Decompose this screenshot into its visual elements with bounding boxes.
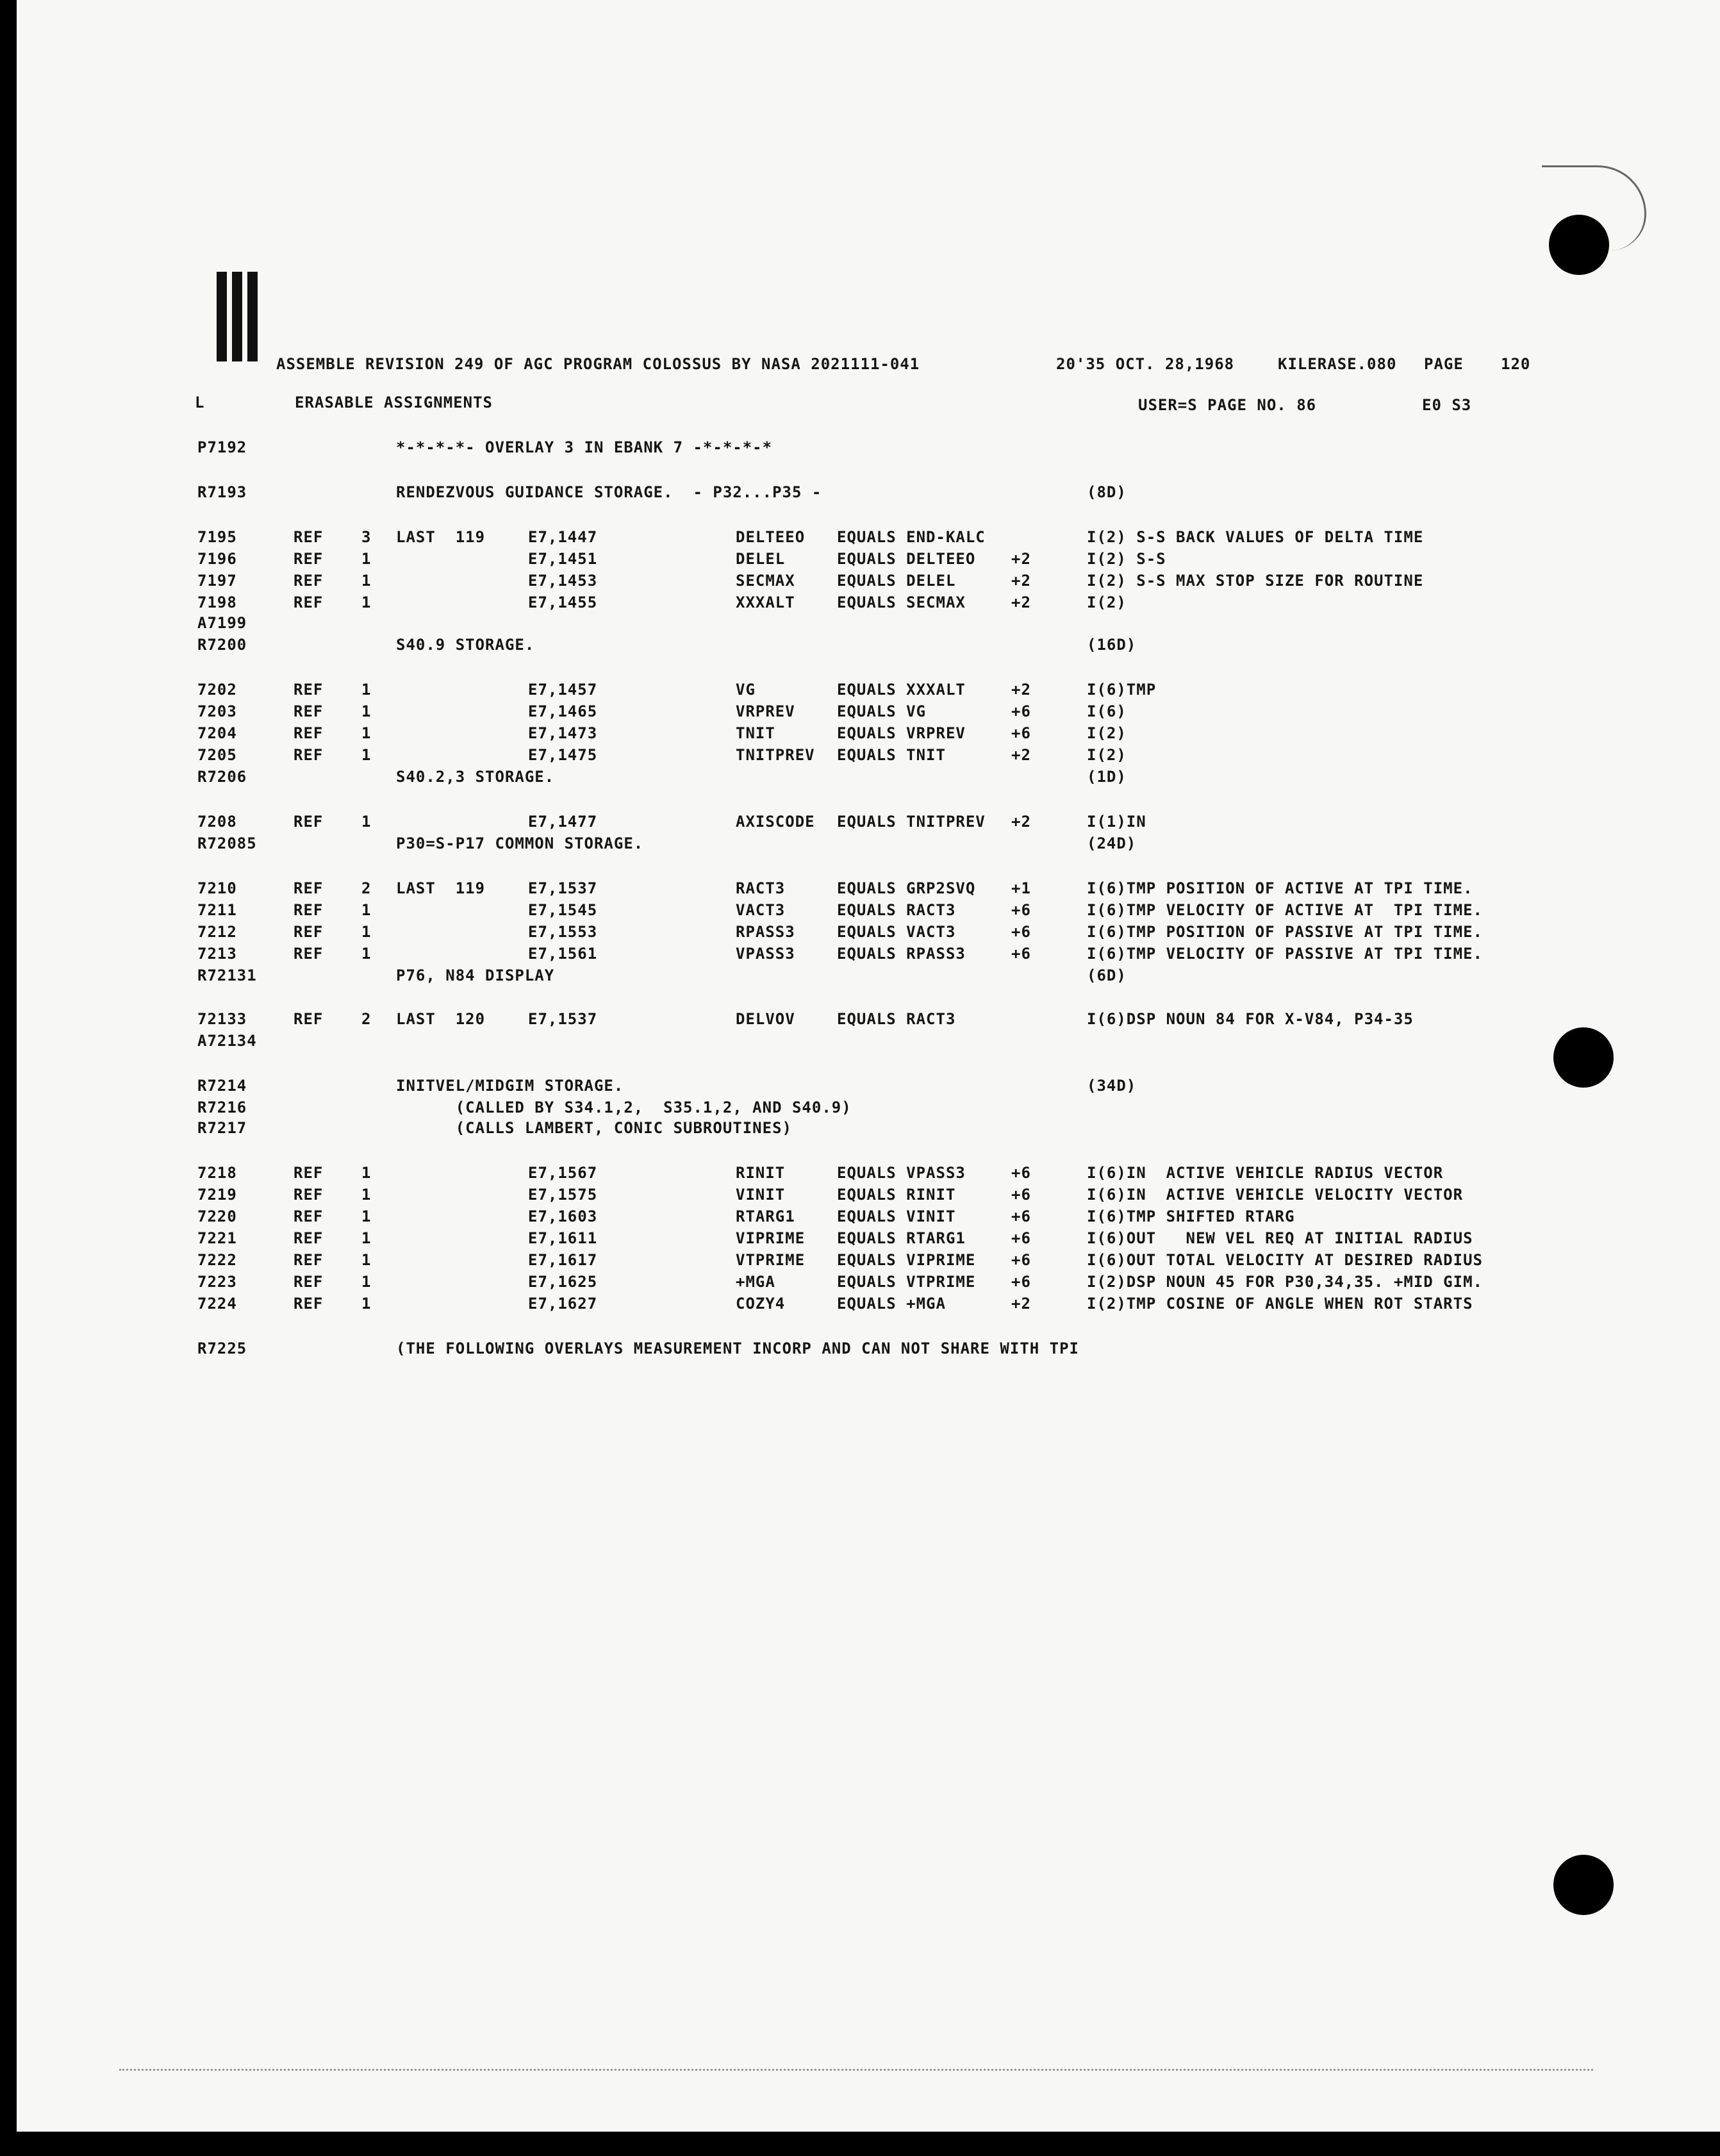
listing-cell: E7,1561: [528, 945, 598, 963]
listing-cell: RPASS3: [736, 923, 795, 941]
listing-cell: EQUALS END-KALC: [837, 528, 986, 546]
listing-cell: I(6)OUT TOTAL VELOCITY AT DESIRED RADIUS: [1087, 1251, 1483, 1269]
listing-cell: E7,1475: [528, 746, 598, 764]
listing-cell: *-*-*-*- OVERLAY 3 IN EBANK 7 -*-*-*-*: [396, 438, 773, 456]
listing-cell: 72133: [197, 1010, 247, 1028]
listing-cell: S40.9 STORAGE.: [396, 636, 535, 654]
listing-cell: E7,1455: [528, 593, 598, 611]
listing-cell: REF: [294, 1164, 324, 1182]
listing-cell: R72131: [197, 966, 257, 984]
listing-cell: DELEL: [736, 550, 786, 568]
document-page: [17, 0, 1720, 2132]
listing-cell: (8D): [1087, 483, 1127, 501]
listing-cell: I(6)TMP POSITION OF PASSIVE AT TPI TIME.: [1087, 923, 1483, 941]
listing-cell: 7203: [197, 702, 237, 720]
listing-cell: I(2): [1087, 724, 1127, 742]
listing-cell: VIPRIME: [736, 1229, 806, 1247]
listing-cell: 1: [361, 746, 372, 764]
listing-cell: 1: [361, 945, 372, 963]
listing-cell: EQUALS VACT3: [837, 923, 956, 941]
listing-cell: 7211: [197, 901, 237, 919]
listing-cell: 1: [361, 572, 372, 590]
listing-cell: +2: [1011, 593, 1031, 611]
listing-cell: +2: [1011, 681, 1031, 699]
listing-cell: REF: [294, 1251, 324, 1269]
listing-cell: I(2) S-S BACK VALUES OF DELTA TIME: [1087, 528, 1424, 546]
listing-cell: A72134: [197, 1032, 257, 1050]
listing-cell: 7221: [197, 1229, 237, 1247]
listing-cell: EQUALS GRP2SVQ: [837, 879, 976, 897]
listing-cell: +6: [1011, 901, 1031, 919]
listing-cell: EQUALS DELEL: [837, 572, 956, 590]
listing-cell: REF: [294, 572, 324, 590]
listing-cell: R7216: [197, 1099, 247, 1116]
listing-cell: RACT3: [736, 879, 786, 897]
listing-cell: E7,1575: [528, 1186, 598, 1204]
listing-cell: VACT3: [736, 901, 786, 919]
listing-cell: SECMAX: [736, 572, 795, 590]
listing-cell: I(6)IN ACTIVE VEHICLE RADIUS VECTOR: [1087, 1164, 1444, 1182]
listing-cell: EQUALS VINIT: [837, 1207, 956, 1225]
listing-cell: E7,1453: [528, 572, 598, 590]
listing-cell: 7219: [197, 1186, 237, 1204]
listing-cell: +2: [1011, 1295, 1031, 1313]
punch-bars-mark: [217, 272, 270, 361]
listing-cell: I(6)TMP: [1087, 681, 1157, 699]
listing-cell: P30=S-P17 COMMON STORAGE.: [396, 834, 644, 852]
listing-cell: VINIT: [736, 1186, 786, 1204]
listing-cell: E7,1603: [528, 1207, 598, 1225]
listing-cell: 7222: [197, 1251, 237, 1269]
listing-cell: 1: [361, 1273, 372, 1291]
listing-cell: REF: [294, 593, 324, 611]
listing-cell: (1D): [1087, 768, 1127, 786]
listing-cell: E7,1611: [528, 1229, 598, 1247]
listing-cell: R7206: [197, 768, 247, 786]
listing-cell: VTPRIME: [736, 1251, 806, 1269]
listing-cell: +2: [1011, 550, 1031, 568]
listing-cell: I(6)TMP VELOCITY OF ACTIVE AT TPI TIME.: [1087, 901, 1483, 919]
listing-cell: +6: [1011, 1186, 1031, 1204]
listing-cell: EQUALS +MGA: [837, 1295, 946, 1313]
listing-cell: E7,1477: [528, 813, 598, 831]
page-label: PAGE: [1424, 355, 1464, 373]
listing-cell: 2: [361, 1010, 372, 1028]
listing-cell: REF: [294, 681, 324, 699]
listing-cell: E7,1465: [528, 702, 598, 720]
listing-cell: E7,1537: [528, 879, 598, 897]
listing-file: KILERASE.080: [1278, 355, 1397, 373]
listing-cell: REF: [294, 550, 324, 568]
l-mark: L: [195, 394, 205, 411]
listing-cell: REF: [294, 1229, 324, 1247]
listing-cell: E7,1451: [528, 550, 598, 568]
listing-cell: +2: [1011, 746, 1031, 764]
listing-cell: 7204: [197, 724, 237, 742]
listing-cell: REF: [294, 1273, 324, 1291]
listing-cell: E7,1447: [528, 528, 598, 546]
listing-cell: LAST 120: [396, 1010, 486, 1028]
listing-cell: +1: [1011, 879, 1031, 897]
listing-cell: 1: [361, 1164, 372, 1182]
listing-cell: +6: [1011, 945, 1031, 963]
listing-cell: EQUALS VIPRIME: [837, 1251, 976, 1269]
listing-cell: I(2)DSP NOUN 45 FOR P30,34,35. +MID GIM.: [1087, 1273, 1483, 1291]
listing-cell: REF: [294, 1186, 324, 1204]
listing-cell: VRPREV: [736, 702, 795, 720]
listing-cell: 1: [361, 923, 372, 941]
listing-cell: 1: [361, 1251, 372, 1269]
listing-cell: REF: [294, 945, 324, 963]
listing-cell: REF: [294, 901, 324, 919]
listing-cell: A7199: [197, 614, 247, 632]
listing-cell: 7198: [197, 593, 237, 611]
listing-cell: (CALLED BY S34.1,2, S35.1,2, AND S40.9): [396, 1099, 852, 1116]
listing-cell: (24D): [1087, 834, 1137, 852]
listing-cell: EQUALS VRPREV: [837, 724, 966, 742]
listing-cell: 7224: [197, 1295, 237, 1313]
listing-cell: +6: [1011, 1251, 1031, 1269]
listing-cell: 7208: [197, 813, 237, 831]
listing-cell: 3: [361, 528, 372, 546]
listing-cell: I(6)TMP VELOCITY OF PASSIVE AT TPI TIME.: [1087, 945, 1483, 963]
section-title: ERASABLE ASSIGNMENTS: [295, 394, 493, 411]
binder-hole-middle: [1553, 1027, 1614, 1088]
listing-cell: 1: [361, 1186, 372, 1204]
listing-cell: 7218: [197, 1164, 237, 1182]
listing-cell: 1: [361, 901, 372, 919]
listing-cell: R72085: [197, 834, 257, 852]
listing-cell: S40.2,3 STORAGE.: [396, 768, 555, 786]
listing-cell: 7213: [197, 945, 237, 963]
listing-cell: R7225: [197, 1339, 247, 1357]
listing-cell: DELTEEO: [736, 528, 806, 546]
listing-cell: E7,1617: [528, 1251, 598, 1269]
listing-cell: I(2) S-S MAX STOP SIZE FOR ROUTINE: [1087, 572, 1424, 590]
listing-cell: I(6)IN ACTIVE VEHICLE VELOCITY VECTOR: [1087, 1186, 1464, 1204]
listing-cell: EQUALS RACT3: [837, 901, 956, 919]
eo-code: E0 S3: [1422, 396, 1472, 414]
listing-cell: 7223: [197, 1273, 237, 1291]
listing-cell: E7,1625: [528, 1273, 598, 1291]
listing-cell: R7193: [197, 483, 247, 501]
listing-cell: E7,1473: [528, 724, 598, 742]
listing-cell: REF: [294, 1295, 324, 1313]
listing-cell: 1: [361, 1207, 372, 1225]
binder-hole-bottom: [1553, 1855, 1614, 1915]
listing-cell: REF: [294, 923, 324, 941]
listing-cell: REF: [294, 702, 324, 720]
listing-cell: +6: [1011, 1207, 1031, 1225]
listing-cell: I(6)DSP NOUN 84 FOR X-V84, P34-35: [1087, 1010, 1414, 1028]
listing-cell: E7,1537: [528, 1010, 598, 1028]
listing-cell: 1: [361, 550, 372, 568]
listing-cell: I(2)TMP COSINE OF ANGLE WHEN ROT STARTS: [1087, 1295, 1473, 1313]
listing-cell: COZY4: [736, 1295, 786, 1313]
listing-cell: I(1)IN: [1087, 813, 1146, 831]
listing-cell: EQUALS RINIT: [837, 1186, 956, 1204]
listing-cell: LAST 119: [396, 528, 486, 546]
listing-cell: 7196: [197, 550, 237, 568]
listing-cell: REF: [294, 1207, 324, 1225]
listing-cell: RINIT: [736, 1164, 786, 1182]
listing-cell: (THE FOLLOWING OVERLAYS MEASUREMENT INCORP AND CAN NOT SHARE WITH TPI: [396, 1339, 1079, 1357]
listing-cell: EQUALS RPASS3: [837, 945, 966, 963]
listing-cell: INITVEL/MIDGIM STORAGE.: [396, 1077, 624, 1095]
listing-cell: R7217: [197, 1119, 247, 1137]
listing-cell: TNITPREV: [736, 746, 815, 764]
listing-cell: 1: [361, 681, 372, 699]
listing-cell: 1: [361, 724, 372, 742]
listing-cell: (CALLS LAMBERT, CONIC SUBROUTINES): [396, 1119, 792, 1137]
listing-cell: LAST 119: [396, 879, 486, 897]
listing-cell: EQUALS TNIT: [837, 746, 946, 764]
listing-cell: EQUALS VTPRIME: [837, 1273, 976, 1291]
listing-cell: +6: [1011, 1229, 1031, 1247]
listing-cell: EQUALS XXXALT: [837, 681, 966, 699]
listing-cell: REF: [294, 1010, 324, 1028]
user-page-number: USER=S PAGE NO. 86: [1138, 396, 1317, 414]
listing-cell: EQUALS RACT3: [837, 1010, 956, 1028]
listing-cell: 1: [361, 1229, 372, 1247]
listing-cell: XXXALT: [736, 593, 795, 611]
listing-cell: REF: [294, 813, 324, 831]
listing-cell: 2: [361, 879, 372, 897]
listing-cell: EQUALS VPASS3: [837, 1164, 966, 1182]
listing-cell: I(2): [1087, 593, 1127, 611]
listing-cell: +2: [1011, 813, 1031, 831]
listing-cell: I(2): [1087, 746, 1127, 764]
listing-cell: 1: [361, 593, 372, 611]
listing-cell: 7195: [197, 528, 237, 546]
listing-cell: 7205: [197, 746, 237, 764]
listing-cell: +2: [1011, 572, 1031, 590]
listing-cell: 1: [361, 1295, 372, 1313]
listing-cell: VG: [736, 681, 756, 699]
listing-cell: RENDEZVOUS GUIDANCE STORAGE. - P32...P35 -: [396, 483, 822, 501]
listing-cell: P7192: [197, 438, 247, 456]
listing-cell: +MGA: [736, 1273, 775, 1291]
perforation-line: [119, 2069, 1593, 2071]
listing-cell: EQUALS VG: [837, 702, 927, 720]
listing-cell: +6: [1011, 724, 1031, 742]
listing-cell: TNIT: [736, 724, 775, 742]
listing-cell: REF: [294, 879, 324, 897]
listing-cell: 1: [361, 702, 372, 720]
binder-hole-top: [1549, 215, 1609, 275]
listing-cell: EQUALS TNITPREV: [837, 813, 986, 831]
listing-title: ASSEMBLE REVISION 249 OF AGC PROGRAM COLOSSUS BY NASA 2021111-041: [276, 355, 920, 373]
listing-cell: 7212: [197, 923, 237, 941]
listing-cell: RTARG1: [736, 1207, 795, 1225]
listing-cell: (34D): [1087, 1077, 1137, 1095]
listing-cell: EQUALS DELTEEO: [837, 550, 976, 568]
listing-cell: 1: [361, 813, 372, 831]
listing-cell: E7,1567: [528, 1164, 598, 1182]
listing-cell: R7214: [197, 1077, 247, 1095]
listing-cell: AXISCODE: [736, 813, 815, 831]
listing-cell: +6: [1011, 1164, 1031, 1182]
listing-cell: +6: [1011, 1273, 1031, 1291]
listing-cell: 7202: [197, 681, 237, 699]
listing-cell: I(6)TMP POSITION OF ACTIVE AT TPI TIME.: [1087, 879, 1473, 897]
listing-cell: I(6)TMP SHIFTED RTARG: [1087, 1207, 1295, 1225]
listing-cell: DELVOV: [736, 1010, 795, 1028]
listing-cell: I(2) S-S: [1087, 550, 1166, 568]
listing-cell: E7,1553: [528, 923, 598, 941]
listing-cell: EQUALS SECMAX: [837, 593, 966, 611]
listing-cell: E7,1545: [528, 901, 598, 919]
listing-cell: E7,1457: [528, 681, 598, 699]
listing-cell: VPASS3: [736, 945, 795, 963]
listing-cell: REF: [294, 724, 324, 742]
listing-cell: 7197: [197, 572, 237, 590]
page-number: 120: [1501, 355, 1531, 373]
listing-cell: +6: [1011, 702, 1031, 720]
listing-cell: I(6)OUT NEW VEL REQ AT INITIAL RADIUS: [1087, 1229, 1473, 1247]
listing-cell: I(6): [1087, 702, 1127, 720]
listing-cell: +6: [1011, 923, 1031, 941]
listing-cell: 7210: [197, 879, 237, 897]
listing-cell: (6D): [1087, 966, 1127, 984]
listing-cell: R7200: [197, 636, 247, 654]
listing-cell: E7,1627: [528, 1295, 598, 1313]
listing-cell: REF: [294, 528, 324, 546]
listing-cell: REF: [294, 746, 324, 764]
listing-cell: (16D): [1087, 636, 1137, 654]
listing-cell: P76, N84 DISPLAY: [396, 966, 555, 984]
listing-date: 20'35 OCT. 28,1968: [1056, 355, 1235, 373]
listing-cell: 7220: [197, 1207, 237, 1225]
listing-cell: EQUALS RTARG1: [837, 1229, 966, 1247]
